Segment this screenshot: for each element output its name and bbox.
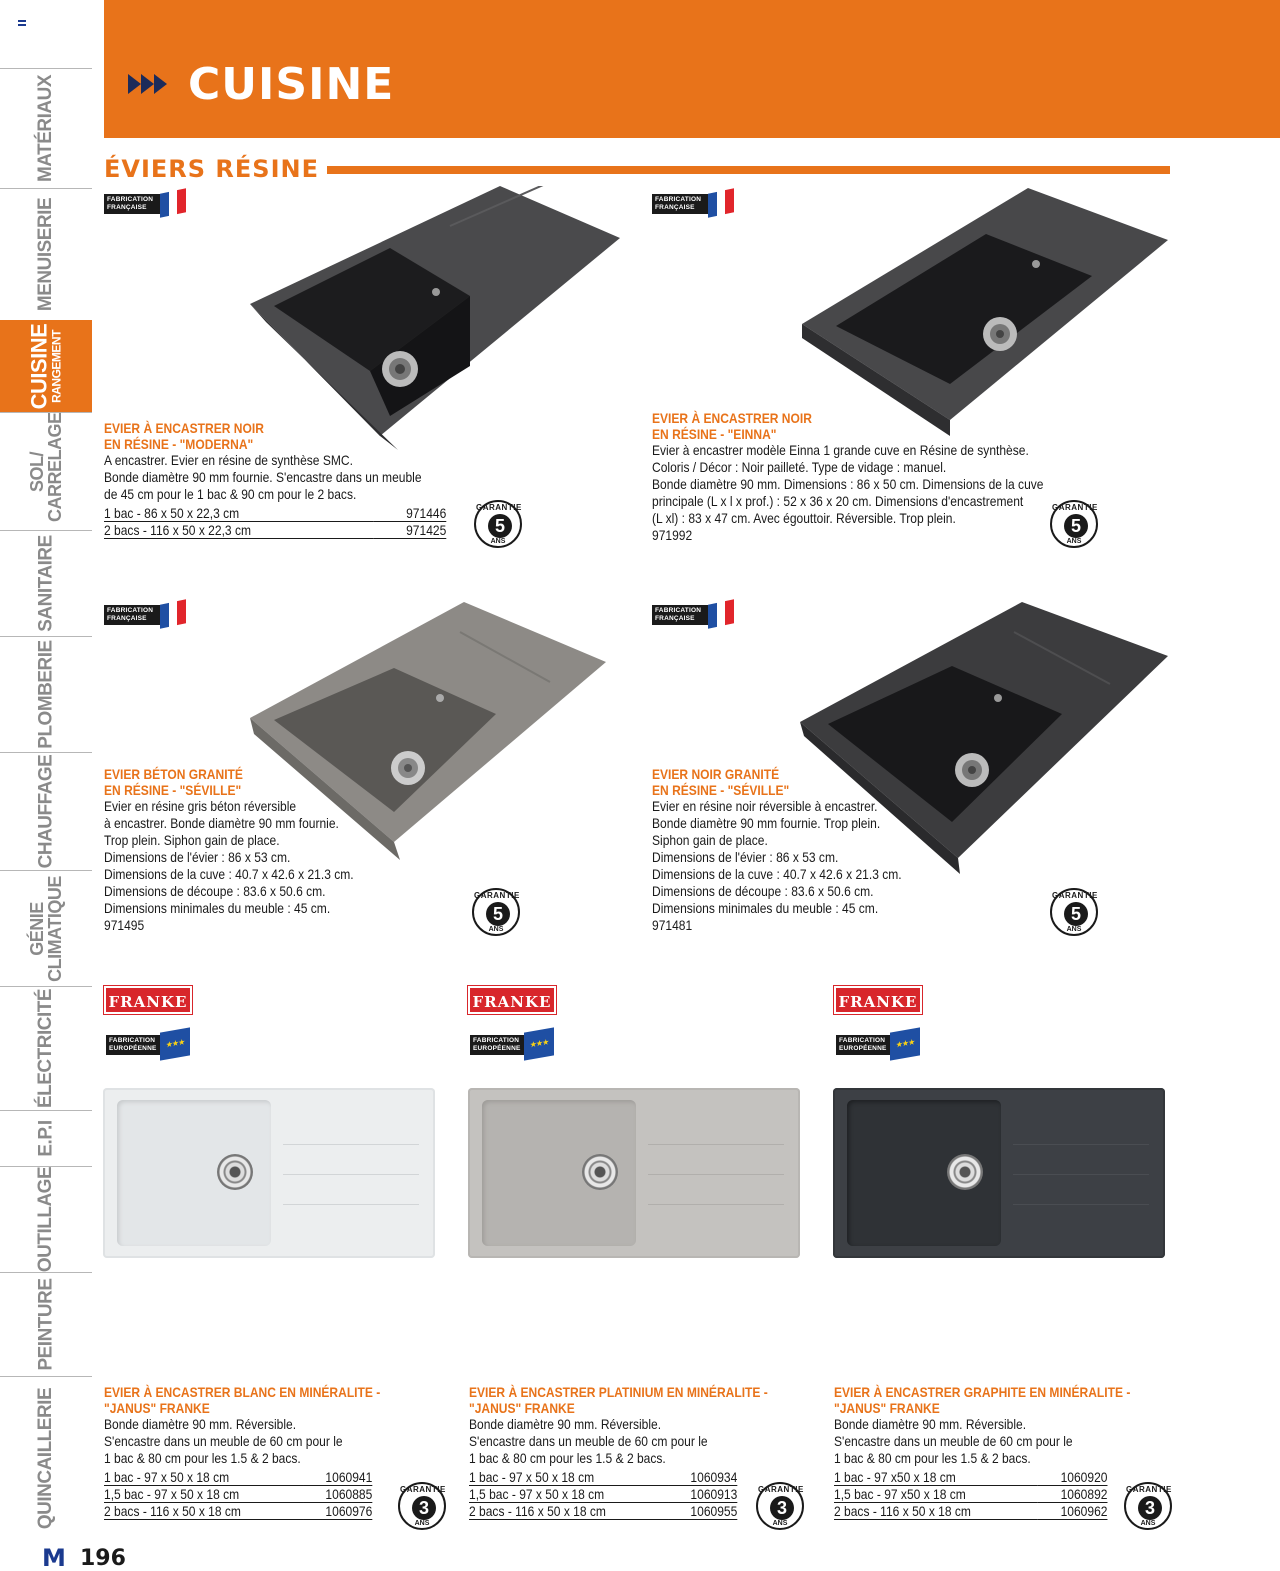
product-title: "JANUS" FRANKE — [834, 1400, 940, 1416]
product-desc: Dimensions de l'évier : 86 x 53 cm. — [104, 849, 291, 865]
nav-item-cuisine[interactable] — [0, 320, 92, 412]
seal-bottom-text: ANS — [414, 1520, 430, 1527]
drainboard-groove — [1013, 1144, 1149, 1145]
seal-top-text: GARANTIE — [758, 1485, 804, 1494]
product-title: EVIER À ENCASTRER PLATINIUM EN MINÉRALITE - — [469, 1384, 768, 1400]
seal-bottom-text: ANS — [1140, 1520, 1156, 1527]
row-label: 2 bacs - 116 x 50 x 22,3 cm — [104, 522, 373, 539]
drainboard-groove — [283, 1204, 419, 1205]
product-desc: Evier en résine gris béton réversible — [104, 798, 297, 814]
product-title: EVIER À ENCASTRER NOIR — [652, 410, 812, 426]
guarantee-3-years-seal — [756, 1482, 804, 1530]
product-desc: Dimensions minimales du meuble : 45 cm. — [104, 900, 331, 916]
product-desc: Bonde diamètre 90 mm fournie. S'encastre dans un meuble — [104, 469, 422, 485]
row-ref: 1060885 — [304, 1486, 372, 1503]
row-label: 2 bacs - 116 x 50 x 18 cm — [834, 1503, 1038, 1520]
drainboard-groove — [283, 1174, 419, 1175]
product-desc: principale (L x l x prof.) : 52 x 36 x 20 cm. Dimensions d'encastrement — [652, 493, 1024, 509]
product-desc: Siphon gain de place. — [652, 832, 768, 848]
product-desc: A encastrer. Evier en résine de synthèse SMC. — [104, 452, 353, 468]
product-ref-table — [469, 1469, 737, 1520]
brand-logo-icon: M — [42, 1544, 66, 1571]
product-desc: Bonde diamètre 90 mm. Dimensions : 86 x 50 cm. Dimensions de la cuve — [652, 476, 1044, 492]
nav-label: E.P.I — [35, 1120, 57, 1157]
fabrication-europeenne-badge — [836, 1032, 916, 1058]
product-einna — [652, 410, 1107, 544]
page-footer — [42, 1544, 126, 1571]
nav-item-plomberie[interactable] — [0, 636, 92, 752]
table-row — [104, 522, 446, 539]
badge-label: FABRICATION FRANÇAISE — [652, 605, 710, 625]
row-ref: 1060920 — [1038, 1469, 1108, 1486]
product-desc: Coloris / Décor : Noir pailleté. Type de vidage : manuel. — [652, 459, 947, 475]
seal-bottom-text: ANS — [490, 538, 506, 545]
row-ref: 971446 — [373, 505, 446, 522]
row-label: 1,5 bac - 97 x50 x 18 cm — [834, 1486, 1038, 1503]
product-desc: (L xl) : 83 x 47 cm. Avec égouttoir. Réversible. Trop plein. — [652, 510, 956, 526]
nav-label: OUTILLAGE — [35, 1166, 57, 1273]
drainboard-groove — [1013, 1204, 1149, 1205]
drainboard-groove — [648, 1144, 784, 1145]
seal-number: 3 — [1138, 1496, 1162, 1520]
guarantee-3-years-seal — [1124, 1482, 1172, 1530]
badge-label: FABRICATION FRANÇAISE — [652, 194, 710, 214]
product-ref-table — [104, 505, 446, 539]
fabrication-francaise-badge — [104, 191, 184, 217]
sink-janus-graphite-image — [833, 1088, 1165, 1258]
product-moderna — [104, 420, 502, 539]
product-title: EN RÉSINE - "EINNA" — [652, 426, 777, 442]
category-sidebar — [0, 0, 92, 1571]
drain-icon — [217, 1154, 253, 1190]
row-ref: 1060955 — [669, 1503, 737, 1520]
seal-number: 3 — [412, 1496, 436, 1520]
nav-label: SOL/ CARRELAGE — [27, 411, 65, 522]
row-ref: 1060941 — [304, 1469, 372, 1486]
product-desc: Dimensions minimales du meuble : 45 cm. — [652, 900, 879, 916]
product-title: EN RÉSINE - "SÉVILLE" — [652, 782, 790, 798]
seal-number: 5 — [488, 514, 512, 538]
seal-number: 3 — [770, 1496, 794, 1520]
menu-icon — [18, 20, 26, 26]
product-ref-table — [104, 1469, 372, 1520]
badge-label: FABRICATION FRANÇAISE — [104, 605, 162, 625]
row-label: 2 bacs - 116 x 50 x 18 cm — [469, 1503, 669, 1520]
row-label: 1 bac - 86 x 50 x 22,3 cm — [104, 505, 373, 522]
french-flag-icon — [708, 188, 734, 218]
eu-flag-icon: ★★★ — [890, 1027, 920, 1060]
product-desc: Dimensions de la cuve : 40.7 x 42.6 x 21.3 cm. — [104, 866, 354, 882]
product-ref: 971992 — [652, 527, 693, 543]
nav-label: MENUISERIE — [35, 197, 57, 312]
drainboard-groove — [648, 1174, 784, 1175]
nav-label: QUINCAILLERIE — [35, 1387, 57, 1530]
french-flag-icon — [160, 599, 186, 629]
drainboard-groove — [283, 1144, 419, 1145]
nav-label: CUISINE — [26, 323, 52, 409]
product-desc: Dimensions de la cuve : 40.7 x 42.6 x 21.3 cm. — [652, 866, 902, 882]
badge-label: FABRICATION EUROPÉENNE — [470, 1035, 528, 1055]
row-ref: 1060962 — [1038, 1503, 1108, 1520]
franke-logo: FRANKE — [104, 986, 192, 1014]
row-label: 1 bac - 97 x 50 x 18 cm — [469, 1469, 669, 1486]
product-desc: Bonde diamètre 90 mm fournie. Trop plein. — [652, 815, 881, 831]
guarantee-5-years-seal — [472, 888, 520, 936]
product-desc: 1 bac & 80 cm pour les 1.5 & 2 bacs. — [834, 1450, 1031, 1466]
seal-top-text: GARANTIE — [1126, 1485, 1172, 1494]
product-seville-beton — [104, 766, 394, 934]
seal-bottom-text: ANS — [772, 1520, 788, 1527]
nav-item-chauffage[interactable] — [0, 752, 92, 870]
franke-logo: FRANKE — [468, 986, 556, 1014]
product-desc: Dimensions de l'évier : 86 x 53 cm. — [652, 849, 839, 865]
page-title: CUISINE — [188, 59, 395, 110]
product-title: EVIER À ENCASTRER BLANC EN MINÉRALITE - — [104, 1384, 381, 1400]
fabrication-europeenne-badge — [106, 1032, 186, 1058]
product-title: EN RÉSINE - "SÉVILLE" — [104, 782, 242, 798]
row-label: 1,5 bac - 97 x 50 x 18 cm — [469, 1486, 669, 1503]
nav-item-electricite[interactable] — [0, 986, 92, 1110]
nav-item-outillage[interactable] — [0, 1166, 92, 1272]
nav-item-peinture[interactable] — [0, 1272, 92, 1376]
table-row — [834, 1486, 1107, 1503]
eu-flag-icon: ★★★ — [160, 1027, 190, 1060]
nav-label: SANITAIRE — [35, 535, 57, 632]
section-rule — [327, 166, 1170, 174]
section-heading — [104, 152, 1170, 186]
product-desc: Evier en résine noir réversible à encastrer. — [652, 798, 878, 814]
table-row — [469, 1486, 737, 1503]
table-row — [834, 1503, 1107, 1520]
guarantee-5-years-seal — [1050, 500, 1098, 548]
drain-icon — [947, 1154, 983, 1190]
nav-item-materiaux[interactable] — [0, 68, 92, 188]
nav-label-group — [26, 323, 64, 409]
product-desc: Bonde diamètre 90 mm. Réversible. — [104, 1416, 297, 1432]
product-desc: Trop plein. Siphon gain de place. — [104, 832, 280, 848]
product-desc: de 45 cm pour le 1 bac & 90 cm pour le 2 bacs. — [104, 486, 357, 502]
seal-number: 5 — [1064, 902, 1088, 926]
french-flag-icon — [708, 599, 734, 629]
nav-label: PLOMBERIE — [35, 640, 57, 749]
product-ref-table — [834, 1469, 1107, 1520]
triple-arrow-icon — [128, 74, 167, 94]
nav-label: MATÉRIAUX — [35, 74, 57, 183]
nav-item-sol-carrelage[interactable] — [0, 412, 92, 530]
row-ref: 1060892 — [1038, 1486, 1108, 1503]
row-ref: 971425 — [373, 522, 446, 539]
sink-janus-blanc-image — [103, 1088, 435, 1258]
product-seville-noir — [652, 766, 942, 934]
fabrication-francaise-badge — [104, 602, 184, 628]
section-title: ÉVIERS RÉSINE — [104, 155, 319, 183]
product-janus-blanc — [104, 1384, 425, 1520]
nav-item-quincaillerie[interactable] — [0, 1376, 92, 1540]
product-title: "JANUS" FRANKE — [104, 1400, 210, 1416]
page-number: 196 — [80, 1545, 126, 1571]
table-row — [104, 505, 446, 522]
table-row — [469, 1503, 737, 1520]
page-header — [104, 0, 1280, 138]
seal-top-text: GARANTIE — [474, 891, 520, 900]
drainboard-groove — [648, 1204, 784, 1205]
sink-janus-platinium-image — [468, 1088, 800, 1258]
guarantee-3-years-seal — [398, 1482, 446, 1530]
row-label: 1 bac - 97 x50 x 18 cm — [834, 1469, 1038, 1486]
row-ref: 1060934 — [669, 1469, 737, 1486]
product-title: EN RÉSINE - "MODERNA" — [104, 436, 254, 452]
nav-label: CHAUFFAGE — [35, 754, 57, 869]
seal-top-text: GARANTIE — [1052, 503, 1098, 512]
product-desc: Dimensions de découpe : 83.6 x 50.6 cm. — [104, 883, 326, 899]
product-desc: S'encastre dans un meuble de 60 cm pour le — [104, 1433, 343, 1449]
product-desc: Evier à encastrer modèle Einna 1 grande cuve en Résine de synthèse. — [652, 442, 1029, 458]
badge-label: FABRICATION FRANÇAISE — [104, 194, 162, 214]
seal-number: 5 — [486, 902, 510, 926]
seal-top-text: GARANTIE — [400, 1485, 446, 1494]
nav-label: GÉNIE CLIMATIQUE — [27, 875, 65, 982]
product-ref: 971495 — [104, 917, 145, 933]
french-flag-icon — [160, 188, 186, 218]
fabrication-francaise-badge — [652, 602, 732, 628]
product-title: EVIER À ENCASTRER NOIR — [104, 420, 264, 436]
nav-item-menuiserie[interactable] — [0, 188, 92, 320]
franke-logo: FRANKE — [834, 986, 922, 1014]
fabrication-europeenne-badge — [470, 1032, 550, 1058]
sink-moderna-image — [250, 186, 620, 450]
table-row — [104, 1486, 372, 1503]
product-desc: S'encastre dans un meuble de 60 cm pour le — [469, 1433, 708, 1449]
drainboard-groove — [1013, 1174, 1149, 1175]
product-desc: 1 bac & 80 cm pour les 1.5 & 2 bacs. — [469, 1450, 666, 1466]
nav-label: PEINTURE — [35, 1278, 57, 1371]
row-label: 1 bac - 97 x 50 x 18 cm — [104, 1469, 304, 1486]
row-ref: 1060913 — [669, 1486, 737, 1503]
seal-bottom-text: ANS — [488, 926, 504, 933]
seal-bottom-text: ANS — [1066, 926, 1082, 933]
nav-sublabel: RANGEMENT — [49, 329, 64, 403]
product-ref: 971481 — [652, 917, 693, 933]
product-desc: 1 bac & 80 cm pour les 1.5 & 2 bacs. — [104, 1450, 301, 1466]
table-row — [469, 1469, 737, 1486]
seal-top-text: GARANTIE — [1052, 891, 1098, 900]
seal-number: 5 — [1064, 514, 1088, 538]
table-row — [834, 1469, 1107, 1486]
table-row — [104, 1469, 372, 1486]
product-title: EVIER NOIR GRANITÉ — [652, 766, 780, 782]
product-title: EVIER À ENCASTRER GRAPHITE EN MINÉRALITE - — [834, 1384, 1131, 1400]
nav-item-genie-climatique[interactable] — [0, 870, 92, 986]
eu-flag-icon: ★★★ — [524, 1027, 554, 1060]
product-title: "JANUS" FRANKE — [469, 1400, 575, 1416]
nav-item-epi[interactable] — [0, 1110, 92, 1166]
guarantee-5-years-seal — [474, 500, 522, 548]
product-desc: Bonde diamètre 90 mm. Réversible. — [834, 1416, 1027, 1432]
product-desc: à encastrer. Bonde diamètre 90 mm fournie. — [104, 815, 339, 831]
badge-label: FABRICATION EUROPÉENNE — [106, 1035, 164, 1055]
table-row — [104, 1503, 372, 1520]
seal-top-text: GARANTIE — [476, 503, 522, 512]
row-ref: 1060976 — [304, 1503, 372, 1520]
row-label: 2 bacs - 116 x 50 x 18 cm — [104, 1503, 304, 1520]
row-label: 1,5 bac - 97 x 50 x 18 cm — [104, 1486, 304, 1503]
nav-label: ÉLECTRICITÉ — [35, 988, 57, 1109]
product-desc: Bonde diamètre 90 mm. Réversible. — [469, 1416, 662, 1432]
product-title: EVIER BÉTON GRANITÉ — [104, 766, 243, 782]
product-desc: S'encastre dans un meuble de 60 cm pour le — [834, 1433, 1073, 1449]
sink-einna-image — [802, 188, 1168, 436]
fabrication-francaise-badge — [652, 191, 732, 217]
product-desc: Dimensions de découpe : 83.6 x 50.6 cm. — [652, 883, 874, 899]
badge-label: FABRICATION EUROPÉENNE — [836, 1035, 894, 1055]
nav-item-sanitaire[interactable] — [0, 530, 92, 636]
drain-icon — [582, 1154, 618, 1190]
seal-bottom-text: ANS — [1066, 538, 1082, 545]
guarantee-5-years-seal — [1050, 888, 1098, 936]
